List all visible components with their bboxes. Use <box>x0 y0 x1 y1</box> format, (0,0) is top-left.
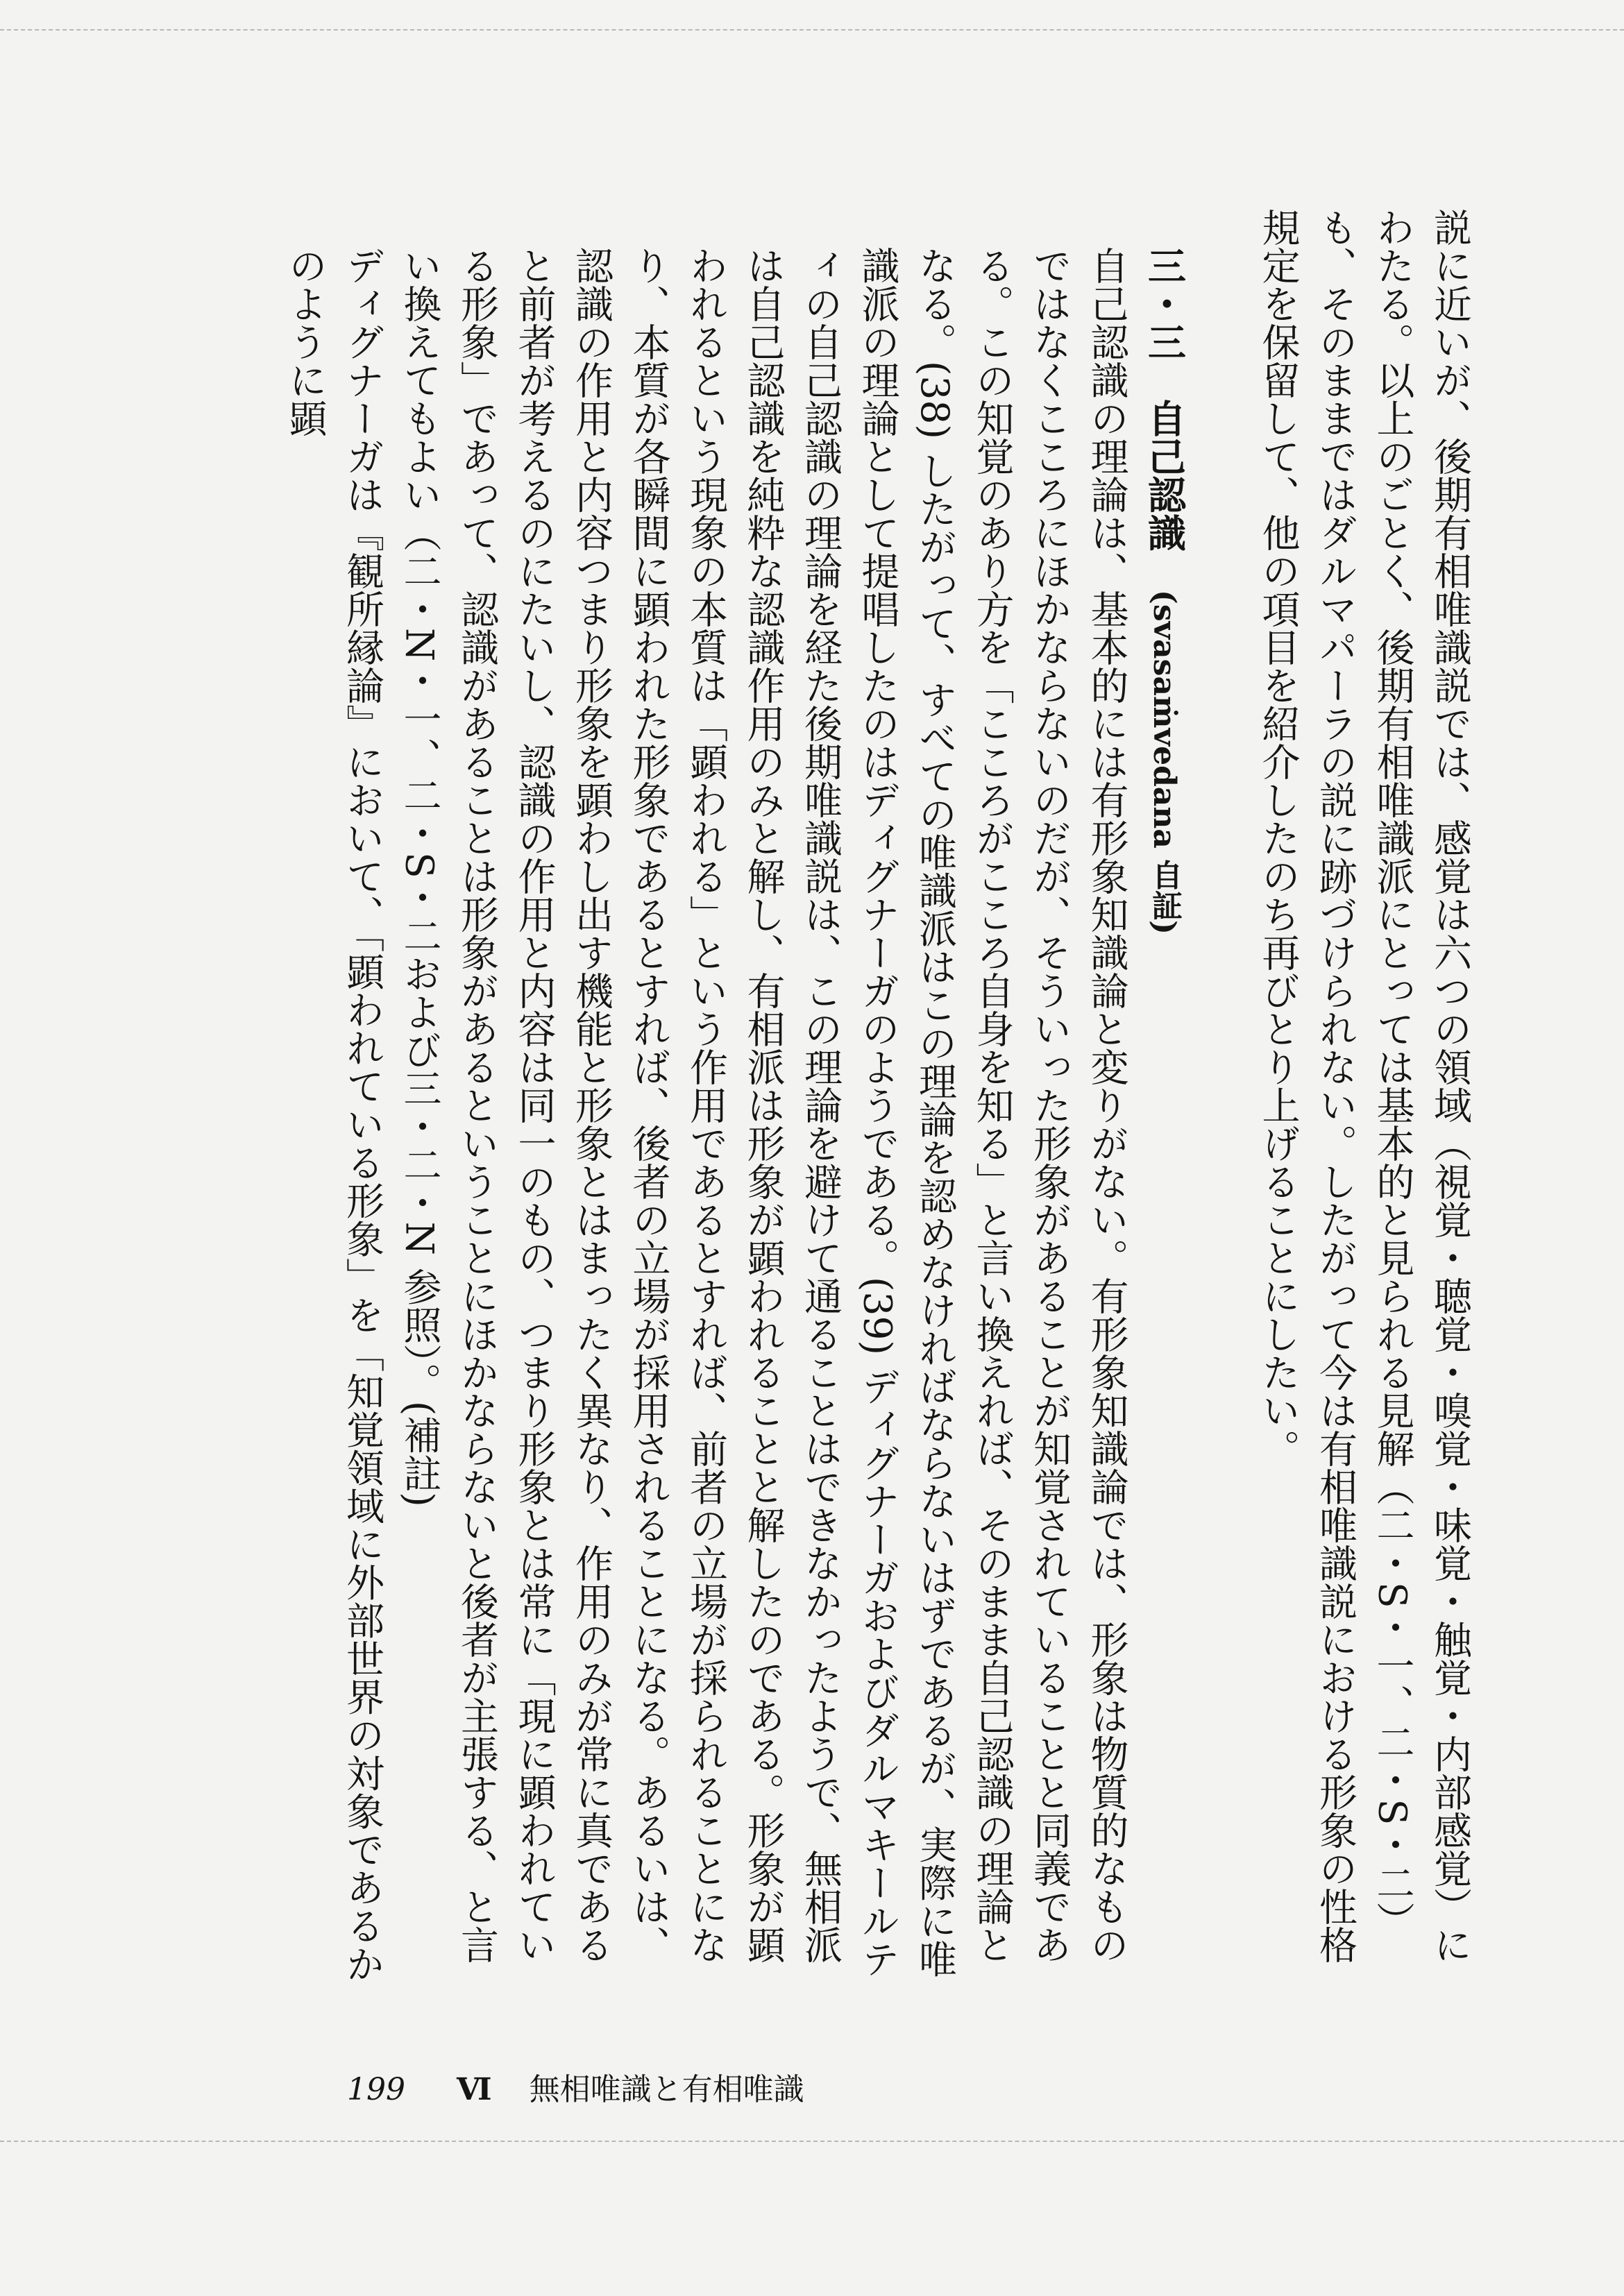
opening-paragraph: 説に近いが、後期有相唯識説では、感覚は六つの領域（視覚・聴覚・嗅覚・味覚・触覚・内部感覚）にわたる。以上のごとく、後期有相唯識派にとっては基本的と見られる見解（二・S・一、二・S・二）も、そのままではダルマパーラの説に跡づけられない。したがって今は有相唯識説における形象の性格規定を保留して、他の項目を紹介したのち再びとり上げることにしたい。 <box>1255 208 1472 1964</box>
vertical-text-body <box>282 208 1478 1998</box>
scan-edge-top <box>0 29 1624 31</box>
body-paragraph: 自己認識の理論は、基本的には有形象知識論と変りがない。有形象知識論では、形象は物質的なものではなくこころにほかならないのだが、そういった形象があることが知覚されていることと同義である。この知覚のあり方を「こころがこころ自身を知る」と言い換えれば、そのまま自己認識の理論となる。(38) したがって、すべての唯識派はこの理論を認めなければならないはずであるが、実際に唯識派の理論として提唱したのはディグナーガのようである。(39) ディグナーガおよびダルマキールティの自己認識の理論を経た後期唯識説は、この理論を避けて通ることはできなかったようで、無相派は自己認識を純粋な認識作用のみと解し、有相派は形象が顕われることと解したのである。形象が顕われるという現象の本質は「顕われる」という作用であるとすれば、前者の立場が採られることになり、本質が各瞬間に顕われた形象であるとすれば、後者の立場が採用されることになる。あるいは、認識の作用と内容つまり形象を顕わし出す機能と形象とはまったく異なり、作用のみが常に真であると前者が考えるのにたいし、認識の作用と内容は同一のもの、つまり形象とは常に「現に顕われている形象」であって、認識があることは形象があるということにほかならないと後者が主張する、と言い換えてもよい（二・N・一、二・S・二および三・二・N 参照）。(補註) <box>397 246 1129 1978</box>
body-paragraph: ディグナーガは『観所縁論』において、「顕われている形象」を「知覚領域に外部世界の対象であるかのように顕 <box>282 246 384 1983</box>
chapter-title: 無相唯識と有相唯識 <box>529 2072 804 2107</box>
chapter-number: Ⅵ <box>456 2072 492 2107</box>
section-number: 三・三 <box>1142 246 1186 361</box>
section-title: 自己認識 <box>1142 399 1186 552</box>
page-number: 199 <box>347 2072 405 2107</box>
scan-edge-bottom <box>0 2141 1624 2142</box>
section-heading <box>1135 246 1193 1998</box>
section-spacer <box>1192 208 1249 1998</box>
page-footer <box>347 2064 804 2109</box>
section-subtitle: (svasaṁvedana 自証) <box>1147 590 1182 935</box>
